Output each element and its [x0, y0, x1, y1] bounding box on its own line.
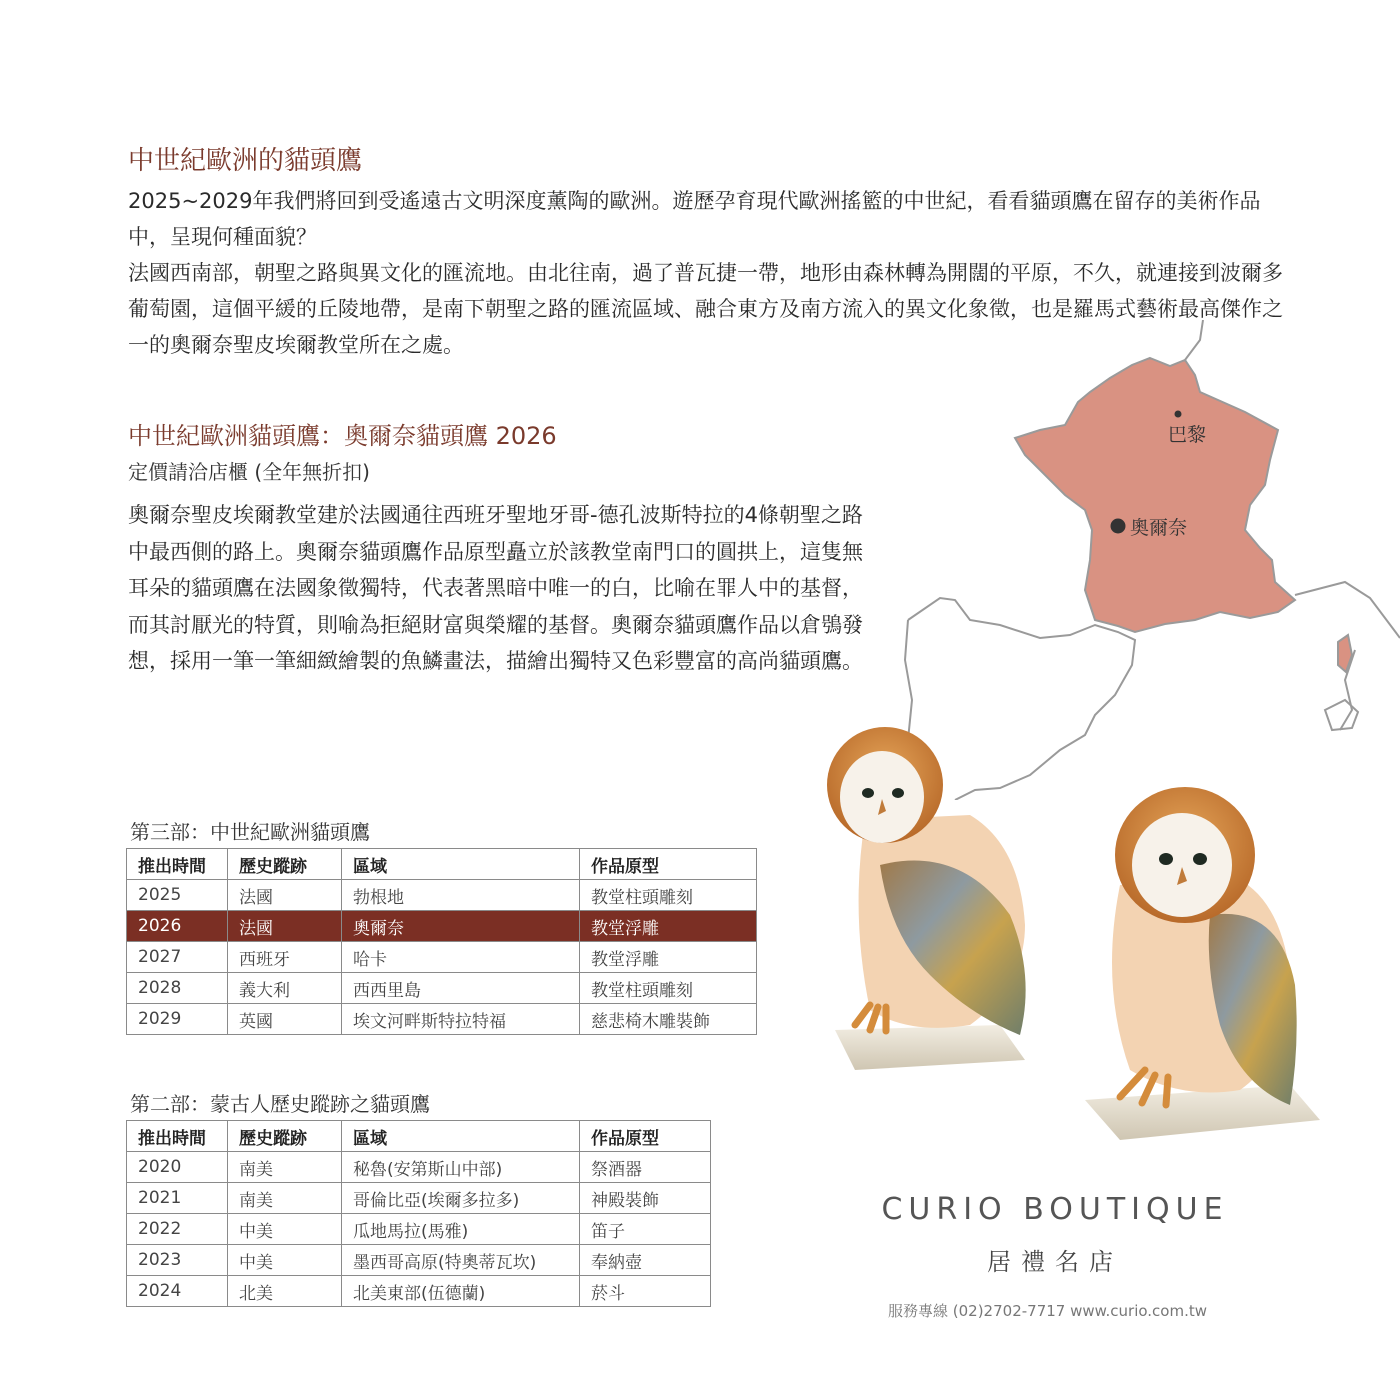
intro-paragraph: 2025~2029年我們將回到受遙遠古文明深度薰陶的歐洲。遊歷孕育現代歐洲搖籃的中世紀，看看貓頭鷹在留存的美術作品中，呈現何種面貌？ — [128, 189, 1261, 249]
table-row — [127, 1214, 711, 1245]
cell-prototype: 祭酒器 — [580, 1152, 711, 1183]
table2-caption: 第二部：蒙古人歷史蹤跡之貓頭鷹 — [130, 1092, 430, 1116]
table-header-row — [127, 1121, 711, 1152]
cell-year: 2027 — [127, 942, 228, 973]
aulnay-label: 奧爾奈 — [1130, 517, 1188, 539]
cell-prototype: 奉納壺 — [580, 1245, 711, 1276]
table-row — [127, 1183, 711, 1214]
cell-prototype: 教堂柱頭雕刻 — [580, 880, 757, 911]
aulnay-marker — [1111, 519, 1126, 534]
cell-year: 2029 — [127, 1004, 228, 1035]
cell-history: 北美 — [228, 1276, 342, 1307]
intro-paragraph: 法國西南部，朝聖之路與異文化的匯流地。由北往南，過了普瓦捷一帶，地形由森林轉為開闊的平原，不久，就連接到波爾多葡萄園，這個平緩的丘陵地帶，是南下朝聖之路的匯流區域、融合東方及南方流入的異文化象徵，也是羅馬式藝術最高傑作之一的奧爾奈聖皮埃爾教堂所在之處。 — [128, 261, 1283, 357]
table-row — [127, 1004, 757, 1035]
cell-prototype: 菸斗 — [580, 1276, 711, 1307]
cell-history: 南美 — [228, 1152, 342, 1183]
cell-region: 北美東部(伍德蘭) — [342, 1276, 580, 1307]
cell-prototype: 教堂柱頭雕刻 — [580, 973, 757, 1004]
cell-year: 2025 — [127, 880, 228, 911]
cell-history: 英國 — [228, 1004, 342, 1035]
cell-region: 奧爾奈 — [342, 911, 580, 942]
cell-history: 西班牙 — [228, 942, 342, 973]
product-title: 中世紀歐洲貓頭鷹：奧爾奈貓頭鷹 2026 — [128, 422, 557, 450]
table-row — [127, 1245, 711, 1276]
paris-label: 巴黎 — [1168, 424, 1207, 446]
section-title-medieval-owls: 中世紀歐洲的貓頭鷹 — [128, 146, 363, 176]
border-north-line — [1185, 320, 1203, 360]
cell-year: 2023 — [127, 1245, 228, 1276]
table-part2 — [126, 1120, 711, 1307]
contact-info: 服務專線 (02)2702-7717 www.curio.com.tw — [888, 1302, 1208, 1320]
table-row — [127, 880, 757, 911]
owl-figurines-photo — [820, 725, 1330, 1145]
cell-region: 哈卡 — [342, 942, 580, 973]
table-part3 — [126, 848, 757, 1035]
cell-year: 2021 — [127, 1183, 228, 1214]
col-header: 歷史蹤跡 — [228, 849, 342, 880]
col-header: 區域 — [342, 849, 580, 880]
cell-history: 法國 — [228, 880, 342, 911]
border-italy-line — [1295, 582, 1400, 638]
cell-history: 中美 — [228, 1245, 342, 1276]
table-row — [127, 942, 757, 973]
brand-name-zh: 居禮名店 — [987, 1248, 1123, 1276]
table-row — [127, 1276, 711, 1307]
cell-region: 瓜地馬拉(馬雅) — [342, 1214, 580, 1245]
cell-history: 中美 — [228, 1214, 342, 1245]
table-row-highlighted — [127, 911, 757, 942]
cell-year: 2020 — [127, 1152, 228, 1183]
cell-prototype: 慈悲椅木雕裝飾 — [580, 1004, 757, 1035]
cell-year: 2026 — [127, 911, 228, 942]
cell-prototype: 教堂浮雕 — [580, 911, 757, 942]
cell-region: 西西里島 — [342, 973, 580, 1004]
col-header: 推出時間 — [127, 849, 228, 880]
cell-region: 哥倫比亞(埃爾多拉多) — [342, 1183, 580, 1214]
cell-region: 墨西哥高原(特奧蒂瓦坎) — [342, 1245, 580, 1276]
cell-prototype: 神殿裝飾 — [580, 1183, 711, 1214]
col-header: 作品原型 — [580, 849, 757, 880]
col-header: 作品原型 — [580, 1121, 711, 1152]
table-row — [127, 1152, 711, 1183]
cell-history: 南美 — [228, 1183, 342, 1214]
cell-history: 義大利 — [228, 973, 342, 1004]
france-shape — [1015, 358, 1295, 632]
col-header: 歷史蹤跡 — [228, 1121, 342, 1152]
cell-region: 秘魯(安第斯山中部) — [342, 1152, 580, 1183]
table-row — [127, 973, 757, 1004]
cell-region: 埃文河畔斯特拉特福 — [342, 1004, 580, 1035]
cell-year: 2022 — [127, 1214, 228, 1245]
cell-history: 法國 — [228, 911, 342, 942]
cell-year: 2028 — [127, 973, 228, 1004]
col-header: 區域 — [342, 1121, 580, 1152]
owl-figurine-left — [827, 727, 1026, 1070]
cell-year: 2024 — [127, 1276, 228, 1307]
product-description: 奧爾奈聖皮埃爾教堂建於法國通往西班牙聖地牙哥-德孔波斯特拉的4條朝聖之路中最西側的路上。奧爾奈貓頭鷹作品原型矗立於該教堂南門口的圓拱上，這隻無耳朵的貓頭鷹在法國象徵獨特，代表著黑暗中唯一的白，比喻在罪人中的基督，而其討厭光的特質，則喻為拒絕財富與榮耀的基督。奧爾奈貓頭鷹作品以倉鴞發想，採用一筆一筆細緻繪製的魚鱗畫法，描繪出獨特又色彩豐富的高尚貓頭鷹。 — [128, 503, 863, 673]
price-note: 定價請洽店櫃 (全年無折扣) — [128, 460, 370, 484]
cell-region: 勃根地 — [342, 880, 580, 911]
owl-figurine-right — [1085, 787, 1320, 1140]
cell-prototype: 教堂浮雕 — [580, 942, 757, 973]
owl-illustration — [820, 725, 1330, 1145]
table3-caption: 第三部：中世紀歐洲貓頭鷹 — [130, 820, 370, 844]
brand-name-en: CURIO BOUTIQUE — [881, 1192, 1229, 1227]
table-header-row — [127, 849, 757, 880]
cell-prototype: 笛子 — [580, 1214, 711, 1245]
col-header: 推出時間 — [127, 1121, 228, 1152]
paris-marker — [1175, 411, 1182, 418]
